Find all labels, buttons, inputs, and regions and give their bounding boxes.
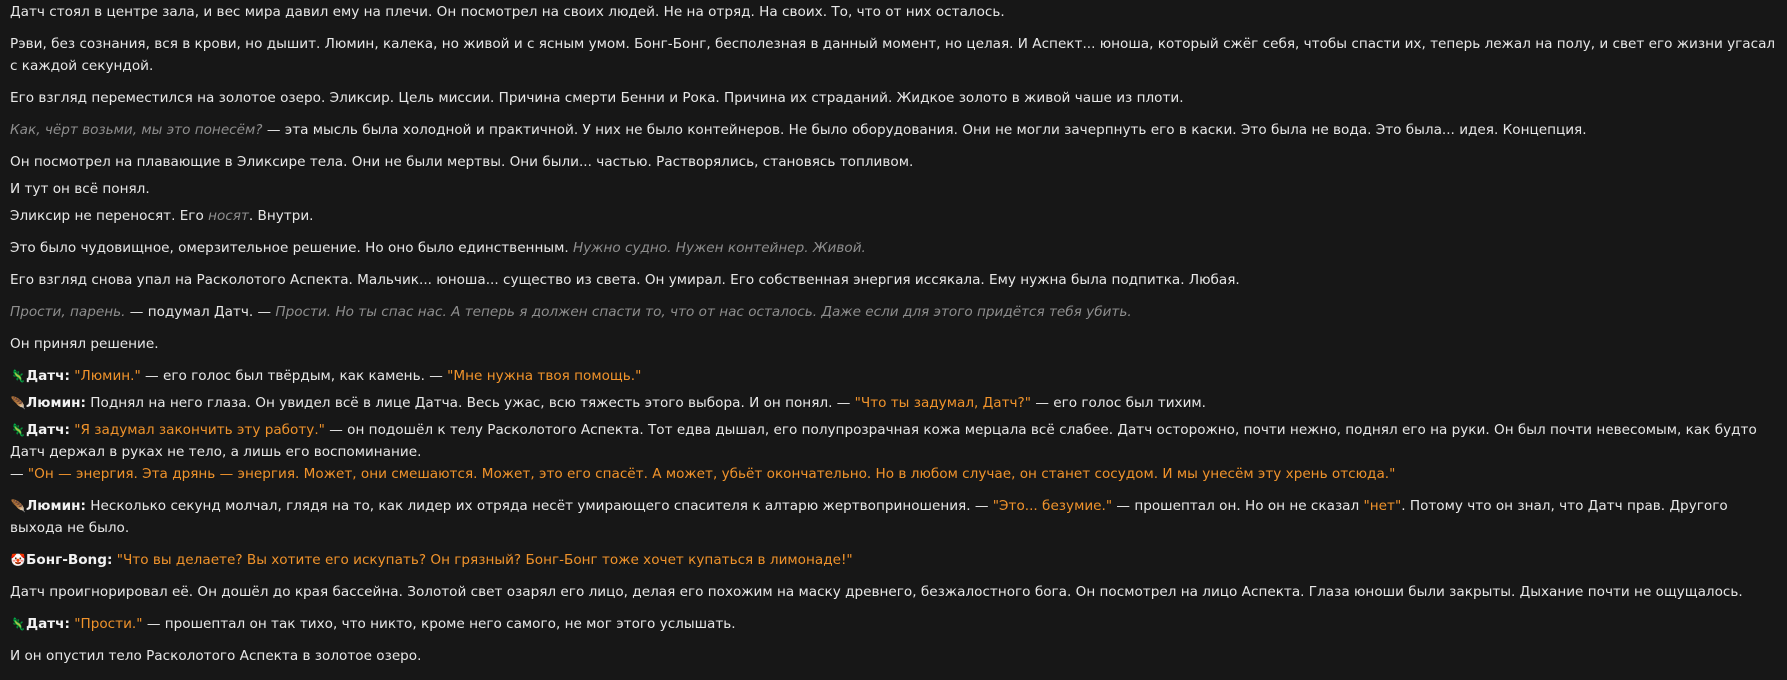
narration-paragraph [10,119,1777,141]
quote-text: "Что вы делаете? Вы хотите его искупать? Он грязный? Бонг-Бонг тоже хочет купаться в лимонаде!" [116,552,853,568]
narration-paragraph: Он принял решение. [10,336,159,352]
narration-paragraph: Он посмотрел на плавающие в Эликсире тела. Они не были мертвы. Они были... частью. Растворялись, становясь топливом. [10,154,914,170]
dialogue-line [10,365,1777,387]
emphasis-text: носят [208,208,249,224]
narration-paragraph [10,301,1777,323]
quote-text: "Мне нужна твоя помощь." [447,368,642,384]
quote-text: "Я задумал закончить эту работу." [74,422,325,438]
narration-text: — его голос был твёрдым, как камень. — [140,368,448,384]
thought-text: Прости. Но ты спас нас. А теперь я должен спасти то, что от нас осталось. Даже если для этого придётся тебя убить. [275,304,1132,320]
narration-paragraph: И тут он всё понял. [10,181,150,197]
speaker-name: Люмин: [26,395,86,411]
speaker-name: Датч: [26,422,70,438]
narration-paragraph: Датч стоял в центре зала, и вес мира давил ему на плечи. Он посмотрел на своих людей. Не на отряд. На своих. То, что от них осталось. [10,4,1005,20]
lizard-icon: 🦎 [10,369,26,383]
lizard-icon: 🦎 [10,617,26,631]
thought-text: Как, чёрт возьми, мы это понесём? [10,122,263,138]
quote-text: "Что ты задумал, Датч?" [854,395,1032,411]
speaker-name: Датч: [26,368,70,384]
thought-text: Прости, парень. [10,304,126,320]
narration-text: Несколько секунд молчал, глядя на то, как лидер их отряда несёт умирающего спасителя к алтарю жертвоприношения. — [85,498,993,514]
narration-paragraph [10,237,1777,259]
feather-icon: 🪶 [10,499,26,513]
quote-text: "Прости." [74,616,143,632]
speaker-name: Люмин: [26,498,86,514]
narration-text: — прошептал он так тихо, что никто, кроме него самого, не мог этого услышать. [142,616,736,632]
narration-text: — эта мысль была холодной и практичной. У них не было контейнеров. Не было оборудования. Они не могли зачерпнуть его в каски. Это была не вода. Это была... идея. Концепция. [262,122,1587,138]
narration-text: Это было чудовищное, омерзительное решение. Но оно было единственным. [10,240,573,256]
dialogue-line [10,419,1777,485]
quote-text: "Люмин." [74,368,141,384]
narration-text: . Потому что он знал, что Датч прав. Другого выхода не было. [10,498,1728,536]
narration-text: — его голос был тихим. [1031,395,1206,411]
narration-paragraph: Рэви, без сознания, вся в крови, но дышит. Люмин, калека, но живой и с ясным умом. Бонг-Бонг, бесполезная в данный момент, но целая. И Аспект... юноша, который сжёг себя, чтобы спасти их, теперь лежал на полу, и свет его жизни угасал с каждой секундой. [10,36,1776,74]
narration-text: — прошептал он. Но он не сказал [1112,498,1364,514]
narration-paragraph [10,205,1777,227]
dialogue-line [10,549,1777,571]
narration-text: — [10,466,28,482]
feather-icon: 🪶 [10,396,26,410]
quote-text: "Это... безумие." [992,498,1113,514]
narration-text: — он подошёл к телу Расколотого Аспекта. Тот едва дышал, его полупрозрачная кожа мерцала всё слабее. Датч осторожно, почти нежно, поднял его на руки. Он был почти невесомым, как будто Датч держал в руках не тело, а лишь его воспоминание. [10,422,1757,460]
lizard-icon: 🦎 [10,423,26,437]
clown-face-icon: 🤡 [10,553,26,567]
dialogue-line [10,495,1777,539]
narration-paragraph: Его взгляд снова упал на Расколотого Аспекта. Мальчик... юноша... существо из света. Он умирал. Его собственная энергия иссякала. Ему нужна была подпитка. Любая. [10,272,1240,288]
thought-text: Нужно судно. Нужен контейнер. Живой. [572,240,866,256]
chat-log [10,1,1777,667]
narration-text: — подумал Датч. — [125,304,276,320]
narration-paragraph: И он опустил тело Расколотого Аспекта в золотое озеро. [10,648,422,664]
quote-text: "нет" [1363,498,1402,514]
dialogue-line [10,392,1777,414]
narration-paragraph: Датч проигнорировал её. Он дошёл до края бассейна. Золотой свет озарял его лицо, делая его похожим на маску древнего, безжалостного бога. Он посмотрел на лицо Аспекта. Глаза юноши были закрыты. Дыхание почти не ощущалось. [10,584,1743,600]
speaker-name: Бонг-Bong: [26,552,113,568]
quote-text: "Он — энергия. Эта дрянь — энергия. Может, они смешаются. Может, это его спасёт. А может, убьёт окончательно. Но в любом случае, он станет сосудом. И мы унесём эту хрень отсюда." [27,466,1396,482]
narration-paragraph: Его взгляд переместился на золотое озеро. Эликсир. Цель миссии. Причина смерти Бенни и Рока. Причина их страданий. Жидкое золото в живой чаше из плоти. [10,90,1184,106]
dialogue-line [10,613,1777,635]
narration-text: Эликсир не переносят. Его [10,208,209,224]
narration-text: . Внутри. [248,208,314,224]
speaker-name: Датч: [26,616,70,632]
narration-text: Поднял на него глаза. Он увидел всё в лице Датча. Весь ужас, всю тяжесть этого выбора. И он понял. — [85,395,855,411]
